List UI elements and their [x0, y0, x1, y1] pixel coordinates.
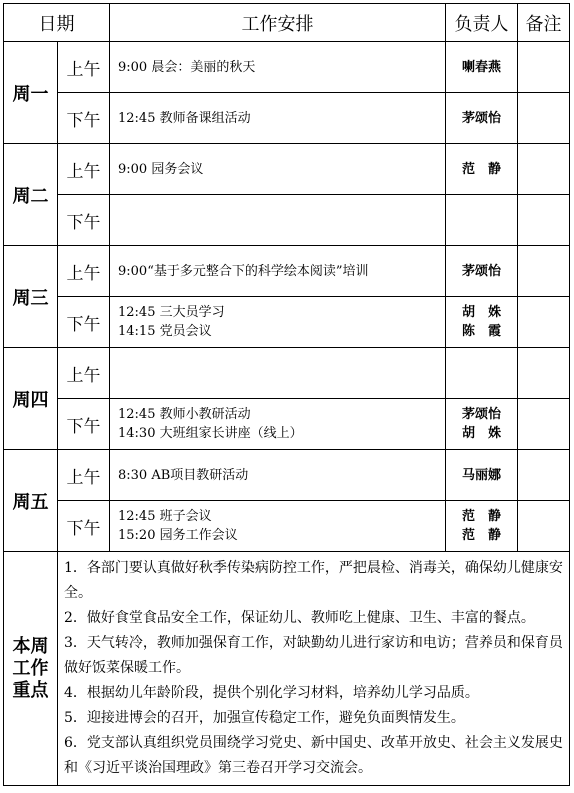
row-fri-am [4, 450, 570, 501]
half-label: 下午 [58, 93, 110, 144]
focus-item: 1．各部门要认真做好秋季传染病防控工作，严把晨检、消毒关，确保幼儿健康安全。 [64, 560, 563, 601]
work-cell [110, 450, 446, 501]
work-item: 15:20 园务工作会议 [118, 528, 238, 543]
half-label: 下午 [58, 399, 110, 450]
note-cell [518, 144, 570, 195]
focus-item: 6．党支部认真组织党员围绕学习党史、新中国史、改革开放史、社会主义发展史和《习近平谈治国理政》第三卷召开学习交流会。 [64, 735, 563, 776]
focus-label-line: 本周 [12, 635, 49, 657]
note-cell [518, 195, 570, 246]
half-label: 上午 [58, 42, 110, 93]
person-cell [446, 297, 518, 348]
note-cell [518, 297, 570, 348]
person-cell [446, 348, 518, 399]
note-cell [518, 501, 570, 552]
focus-item: 4．根据幼儿年龄阶段，提供个别化学习材料，培养幼儿学习品质。 [64, 685, 479, 701]
focus-label-line: 工作 [12, 657, 49, 679]
person-cell [446, 144, 518, 195]
work-item: 12:45 教师备课组活动 [118, 110, 251, 126]
work-item: 9:00“基于多元整合下的科学绘本阅读”培训 [118, 263, 369, 279]
work-cell [110, 297, 446, 348]
row-wed-am [4, 246, 570, 297]
half-label: 上午 [58, 246, 110, 297]
person-cell [446, 93, 518, 144]
focus-label-line: 重点 [12, 679, 49, 701]
work-cell [110, 42, 446, 93]
person-name: 范 静 [461, 161, 501, 177]
work-item: 9:00 园务会议 [118, 161, 204, 177]
row-tue-am [4, 144, 570, 195]
row-wed-pm [4, 297, 570, 348]
work-cell [110, 399, 446, 450]
work-cell [110, 501, 446, 552]
row-mon-am [4, 42, 570, 93]
focus-label [4, 552, 58, 786]
work-item: 12:45 教师小教研活动 [118, 407, 251, 422]
person-name: 胡 姝 [461, 305, 501, 320]
person-cell [446, 399, 518, 450]
half-label: 下午 [58, 501, 110, 552]
work-item: 14:30 大班组家长讲座（线上） [118, 426, 303, 441]
work-item: 12:45 班子会议 [118, 509, 212, 524]
header-note: 备注 [518, 4, 570, 42]
half-label: 上午 [58, 144, 110, 195]
note-cell [518, 450, 570, 501]
work-item: 8:30 AB项目教研活动 [118, 467, 249, 483]
day-label: 周二 [4, 144, 58, 246]
row-fri-pm [4, 501, 570, 552]
half-label: 下午 [58, 195, 110, 246]
person-name: 喇春燕 [461, 59, 501, 75]
person-cell [446, 450, 518, 501]
day-label: 周五 [4, 450, 58, 552]
row-mon-pm [4, 93, 570, 144]
work-item: 9:00 晨会：美丽的秋天 [118, 59, 256, 75]
header-person: 负责人 [446, 4, 518, 42]
person-cell [446, 42, 518, 93]
header-row [4, 4, 570, 42]
person-name: 陈 霞 [461, 324, 501, 339]
work-cell [110, 93, 446, 144]
work-item: 14:15 党员会议 [118, 324, 212, 339]
work-cell [110, 246, 446, 297]
person-cell [446, 501, 518, 552]
person-cell [446, 246, 518, 297]
person-name: 胡 姝 [461, 426, 501, 441]
work-cell [110, 348, 446, 399]
focus-item: 2．做好食堂食品安全工作，保证幼儿、教师吃上健康、卫生、丰富的餐点。 [64, 610, 535, 626]
work-item: 12:45 三大员学习 [118, 305, 225, 320]
person-name: 马丽娜 [461, 467, 501, 483]
header-work: 工作安排 [110, 4, 446, 42]
note-cell [518, 246, 570, 297]
work-cell [110, 195, 446, 246]
half-label: 上午 [58, 348, 110, 399]
day-label: 周一 [4, 42, 58, 144]
note-cell [518, 42, 570, 93]
person-name: 茅颂怡 [461, 407, 501, 422]
person-name: 范 静 [461, 528, 501, 543]
row-weekly-focus [4, 552, 570, 786]
note-cell [518, 399, 570, 450]
focus-item: 5．迎接进博会的召开，加强宣传稳定工作，避免负面舆情发生。 [64, 710, 465, 726]
person-name: 茅颂怡 [461, 110, 501, 126]
person-name: 茅颂怡 [461, 263, 501, 279]
note-cell [518, 93, 570, 144]
row-tue-pm [4, 195, 570, 246]
row-thu-pm [4, 399, 570, 450]
row-thu-am [4, 348, 570, 399]
note-cell [518, 348, 570, 399]
half-label: 上午 [58, 450, 110, 501]
weekly-schedule-table [3, 3, 570, 786]
day-label: 周四 [4, 348, 58, 450]
focus-item: 3．天气转冷，教师加强保育工作，对缺勤幼儿进行家访和电访；营养员和保育员做好饭菜保暖工作。 [64, 635, 563, 676]
person-name: 范 静 [461, 509, 501, 524]
half-label: 下午 [58, 297, 110, 348]
focus-content [58, 552, 570, 786]
work-cell [110, 144, 446, 195]
person-cell [446, 195, 518, 246]
day-label: 周三 [4, 246, 58, 348]
header-date: 日期 [4, 4, 110, 42]
